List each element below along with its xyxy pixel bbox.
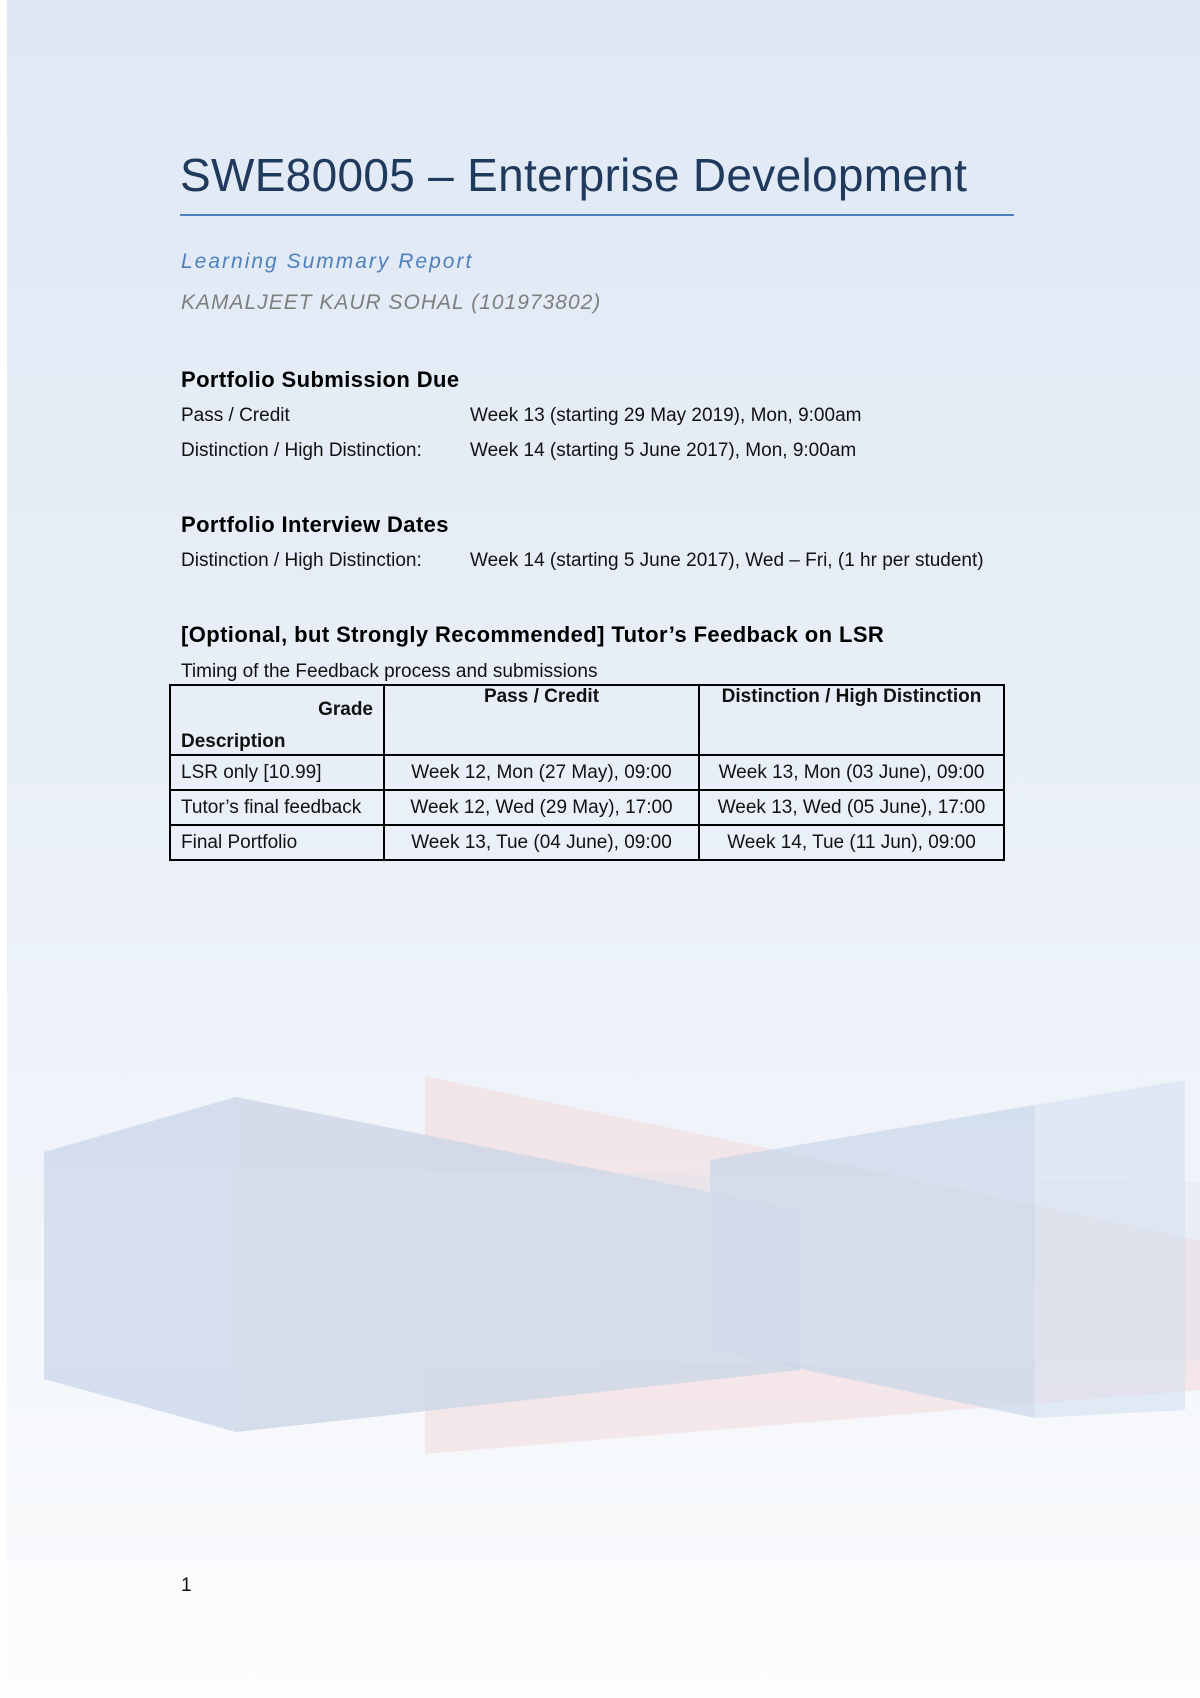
row-pass-credit: Week 13, Tue (04 June), 09:00 — [384, 825, 699, 860]
submission-label-pass: Pass / Credit — [181, 405, 290, 426]
feedback-heading: [Optional, but Strongly Recommended] Tutor’s Feedback on LSR — [181, 622, 885, 647]
feedback-timing-table — [169, 684, 1005, 861]
page-number: 1 — [181, 1575, 192, 1596]
title-underline — [180, 214, 1014, 216]
row-description: Tutor’s final feedback — [170, 790, 384, 825]
distinction-header: Distinction / High Distinction — [699, 685, 1004, 755]
row-pass-credit: Week 12, Wed (29 May), 17:00 — [384, 790, 699, 825]
grade-header-label: Grade — [318, 699, 373, 720]
row-distinction: Week 13, Mon (03 June), 09:00 — [699, 755, 1004, 790]
row-description: Final Portfolio — [170, 825, 384, 860]
feedback-caption: Timing of the Feedback process and submissions — [181, 661, 598, 682]
table-header-row — [170, 685, 1004, 755]
interview-heading: Portfolio Interview Dates — [181, 512, 449, 537]
row-description: LSR only [10.99] — [170, 755, 384, 790]
grade-description-header — [170, 685, 384, 755]
cover-decoration-graphic — [0, 1070, 1200, 1470]
row-distinction: Week 14, Tue (11 Jun), 09:00 — [699, 825, 1004, 860]
author-name: KAMALJEET KAUR SOHAL (101973802) — [181, 291, 602, 314]
table-row — [170, 825, 1004, 860]
submission-heading: Portfolio Submission Due — [181, 367, 460, 392]
submission-value-distinction: Week 14 (starting 5 June 2017), Mon, 9:00am — [470, 440, 857, 461]
table-row — [170, 755, 1004, 790]
pass-credit-header: Pass / Credit — [384, 685, 699, 755]
interview-value-distinction: Week 14 (starting 5 June 2017), Wed – Fri, (1 hr per student) — [470, 550, 984, 571]
description-header-label: Description — [181, 731, 286, 752]
table-row — [170, 790, 1004, 825]
row-pass-credit: Week 12, Mon (27 May), 09:00 — [384, 755, 699, 790]
document-subtitle: Learning Summary Report — [181, 250, 474, 273]
submission-label-distinction: Distinction / High Distinction: — [181, 440, 422, 461]
row-distinction: Week 13, Wed (05 June), 17:00 — [699, 790, 1004, 825]
document-title: SWE80005 – Enterprise Development — [180, 149, 968, 201]
interview-label-distinction: Distinction / High Distinction: — [181, 550, 422, 571]
submission-value-pass: Week 13 (starting 29 May 2019), Mon, 9:00am — [470, 405, 862, 426]
